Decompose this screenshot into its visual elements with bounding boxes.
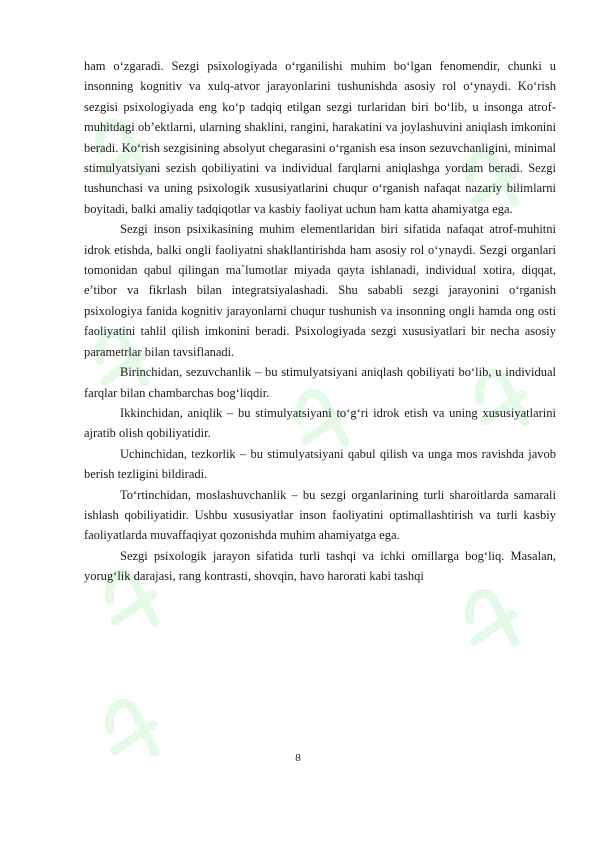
paragraph: Uchinchidan, tezkorlik – bu stimulyatsiyani qabul qilish va unga mos ravishda javob berish tezligini bildiradi. xyxy=(84,446,556,482)
document-body xyxy=(84,56,556,587)
paragraph: Birinchidan, sezuvchanlik – bu stimulyatsiyani aniqlash qobiliyati bo‘lib, u individual farqlar bilan chambarchas bog‘liqdir. xyxy=(84,365,556,400)
paragraph: To‘rtinchidan, moslashuvchanlik – bu sezgi organlarining turli sharoitlarda samarali ishlash qobiliyatidir. Ushbu xususiyatlar inson faoliyatini optimallashtirish va turli kasbiy faoliyatlarda muvaffaqiyat qozonishda muhim ahamiyatga ega. xyxy=(84,487,556,543)
page-number: 8 xyxy=(295,752,301,764)
paragraph: ham o‘zgaradi. Sezgi psixologiyada o‘rganilishi muhim bo‘lgan fenomendir, chunki u insonning kognitiv va xulq-atvor jarayonlarini tushunishda asosiy rol o‘ynaydi. Ko‘rish sezgisi psixologiyada eng ko‘p tadqiq etilgan sezgi turlaridan biri bo‘lib, u insonga atrof-muhitdagi ob’ektlarni, ularning shaklini, rangini, harakatini va joylashuvini aniqlash imkonini beradi. Ko‘rish sezgisining absolyut chegarasini o‘rganish esa inson sezuvchanligini, minimal stimulyatsiyani sezish qobiliyatini va individual farqlarni aniqlashga yordam beradi. Sezgi tushunchasi va uning psixologik xususiyatlarini chuqur o‘rganish nafaqat nazariy bilimlarni boyitadi, balki amaliy tadqiqotlar va kasbiy faoliyat uchun ham katta ahamiyatga ega. xyxy=(84,59,556,216)
paragraph: Sezgi inson psixikasining muhim elementlaridan biri sifatida nafaqat atrof-muhitni idrok etishda, balki ongli faoliyatni shakllantirishda ham asosiy rol o‘ynaydi. Sezgi organlari tomonidan qabul qilingan ma`lumotlar miyada qayta ishlanadi, individual xotira, diqqat, e’tibor va fikrlash bilan integratsiyalashadi. Shu sababli sezgi jarayonini o‘rganish psixologiya fanida kognitiv jarayonlarni chuqur tushunish va insonning ongli hamda ong osti faoliyatini tahlil qilish imkonini beradi. Psixologiyada sezgi xususiyatlari bir necha asosiy parametrlar bilan tavsiflanadi. xyxy=(84,222,556,359)
paragraph: Ikkinchidan, aniqlik – bu stimulyatsiyani to‘g‘ri idrok etish va uning xususiyatlarini ajratib olish qobiliyatidir. xyxy=(84,405,556,441)
paragraph: Sezgi psixologik jarayon sifatida turli tashqi va ichki omillarga bog‘liq. Masalan, yorug‘lik darajasi, rang kontrasti, shovqin, havo harorati kabi tashqi xyxy=(84,548,556,584)
watermark-mark xyxy=(454,585,526,661)
